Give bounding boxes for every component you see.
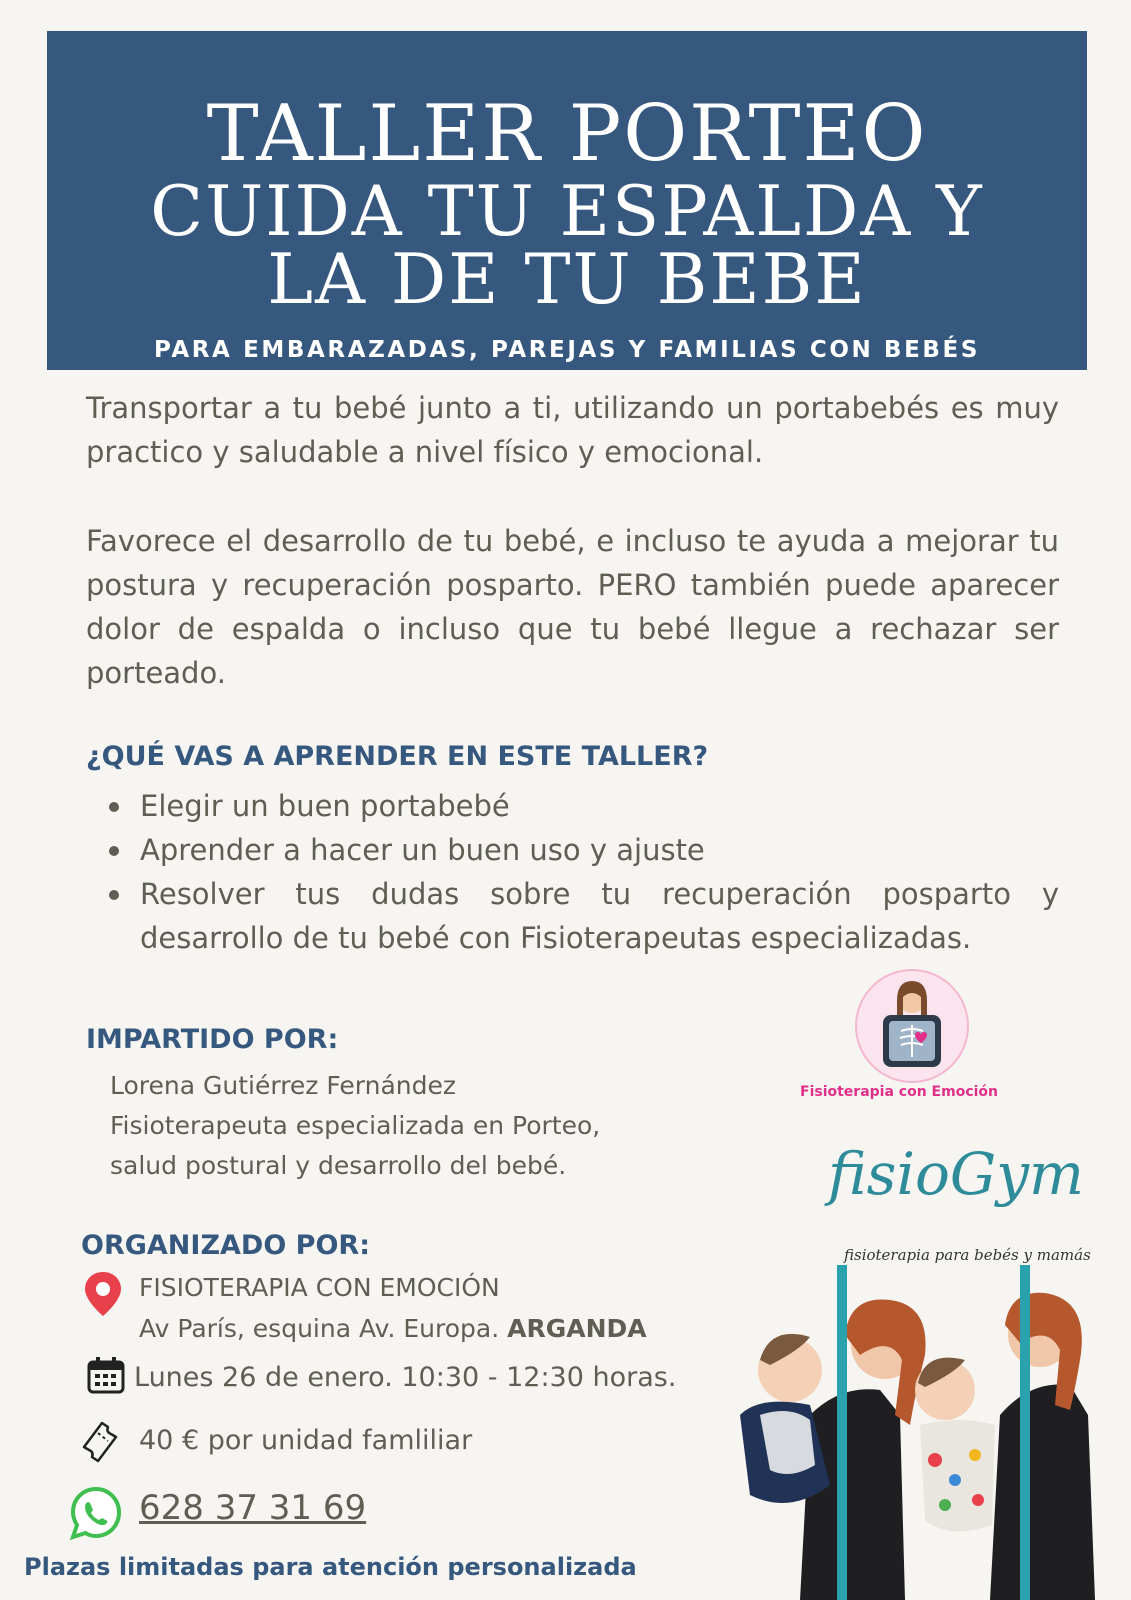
organizer-address-line [139,1308,647,1349]
organizer-city: ARGANDA [507,1314,647,1343]
fisiogym-logo-text: fisioGym [828,1140,1085,1208]
learn-list [140,784,1059,960]
phone-number-link[interactable]: 628 37 31 69 [139,1488,367,1528]
title-line-1: TALLER PORTEO [206,89,928,179]
event-price: 40 € por unidad famliliar [139,1425,473,1456]
banner-subtitle: PARA EMBARAZADAS, PAREJAS Y FAMILIAS CON BEBÉS [154,337,980,363]
header-banner [47,31,1087,370]
whatsapp-icon [68,1485,124,1541]
organizer-name: FISIOTERAPIA CON EMOCIÓN [139,1273,500,1302]
learn-item-adjust: Aprender a hacer un buen uso y ajuste [140,828,1059,872]
emocion-logo-text: Fisioterapia con Emoción [800,1084,999,1100]
organizer-info [139,1267,647,1349]
ticket-icon [76,1417,124,1465]
organizer-heading: ORGANIZADO POR: [81,1230,371,1261]
event-date: Lunes 26 de enero. 10:30 - 12:30 horas. [134,1362,677,1393]
instructor-name: Lorena Gutiérrez Fernández [110,1071,456,1100]
fisioterapia-con-emocion-logo [853,967,971,1085]
title-line-2: CUIDA TU ESPALDA Y [150,172,984,252]
instructor-heading: IMPARTIDO POR: [86,1024,339,1055]
location-pin-icon [82,1270,124,1318]
learn-heading: ¿QUÉ VAS A APRENDER EN ESTE TALLER? [86,741,709,772]
calendar-icon [86,1355,126,1395]
learn-item-questions: Resolver tus dudas sobre tu recuperación posparto y desarrollo de tu bebé con Fisioterapeutas especializadas. [140,872,1059,960]
limited-places-note: Plazas limitadas para atención personalizada [24,1553,637,1581]
instructor-role-line-2: salud postural y desarrollo del bebé. [110,1151,567,1180]
babywearing-photo [730,1265,1110,1600]
learn-item-choose: Elegir un buen portabebé [140,784,1059,828]
instructor-role-line-1: Fisioterapeuta especializada en Porteo, [110,1111,601,1140]
fisiogym-tagline: fisioterapia para bebés y mamás [844,1246,1091,1264]
intro-paragraph-2: Favorece el desarrollo de tu bebé, e incluso te ayuda a mejorar tu postura y recuperación posparto. PERO también puede aparecer dolor de espalda o incluso que tu bebé llegue a rechazar ser porteado. [86,524,1059,690]
instructor-info [110,1066,600,1186]
title-line-3: LA DE TU BEBE [267,240,867,320]
organizer-address: Av París, esquina Av. Europa. [139,1314,500,1343]
intro-paragraph-1: Transportar a tu bebé junto a ti, utilizando un portabebés es muy practico y saludable a nivel físico y emocional. [86,391,1059,469]
